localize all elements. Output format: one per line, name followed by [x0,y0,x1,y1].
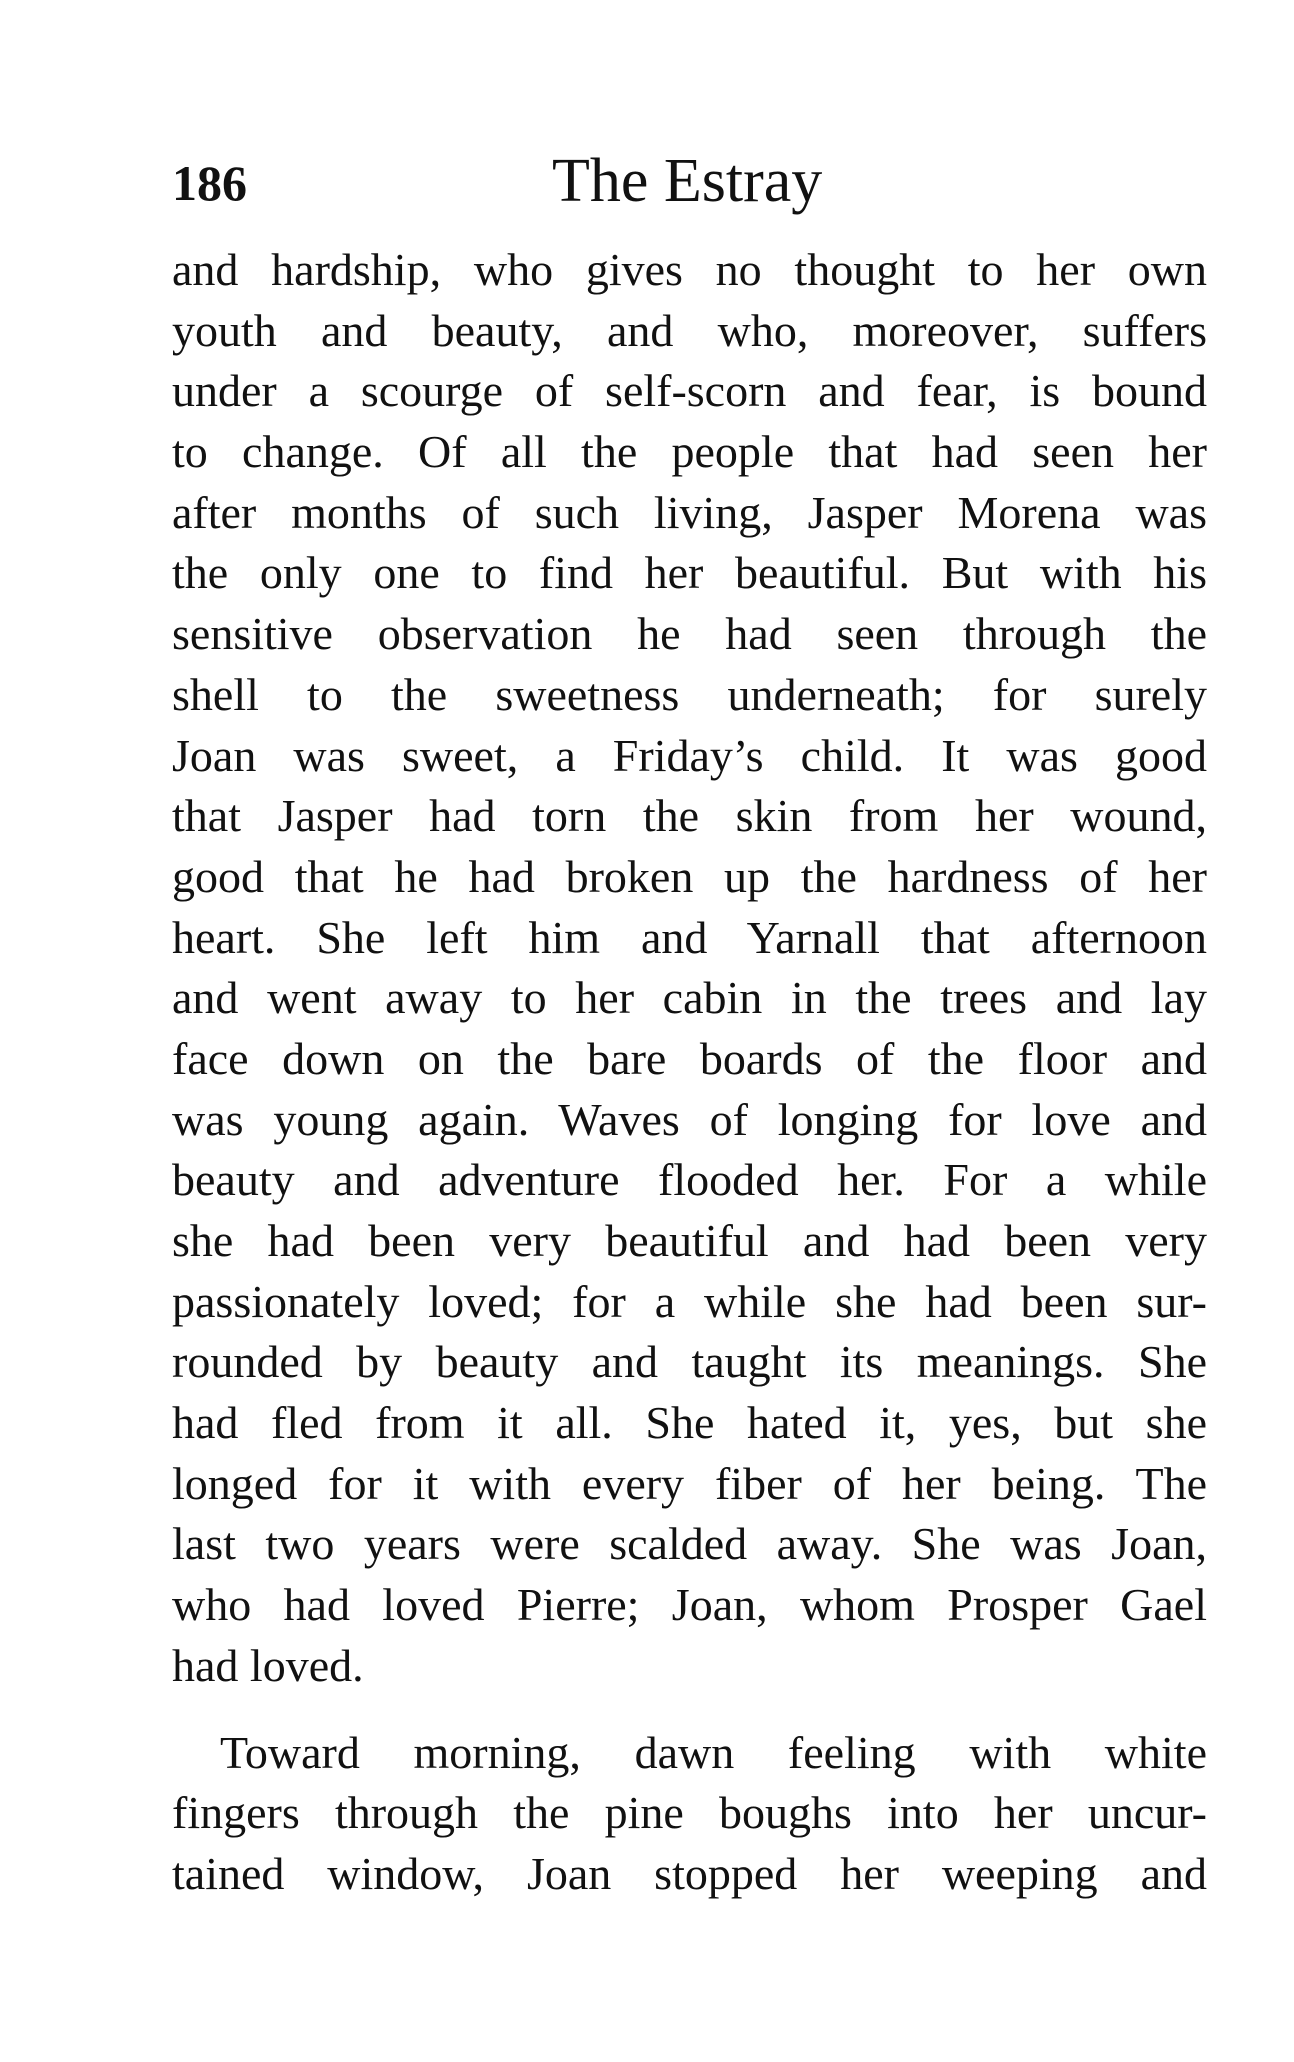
text-line: tained window, Joan stopped her weeping and [172,1847,1207,1899]
text-line: was young again. Waves of longing for love and [172,1093,1207,1145]
text-line: heart. She left him and Yarnall that afternoon [172,911,1207,963]
text-line: under a scourge of self-scorn and fear, is bound [172,365,1207,417]
text-line: passionately loved; for a while she had been sur- [172,1275,1207,1327]
text-line: to change. Of all the people that had seen her [172,426,1207,478]
page-header [172,147,1207,230]
text-line: fingers through the pine boughs into her uncur- [172,1787,1207,1839]
paragraph-gap [172,1697,1207,1723]
text-line: the only one to find her beautiful. But with his [172,547,1207,599]
text-line: youth and beauty, and who, moreover, suffers [172,304,1207,356]
text-line: that Jasper had torn the skin from her wound, [172,790,1207,842]
text-line: Joan was sweet, a Friday’s child. It was good [172,729,1207,781]
text-line: after months of such living, Jasper Morena was [172,486,1207,538]
text-line: shell to the sweetness underneath; for surely [172,668,1207,720]
text-line: last two years were scalded away. She was Joan, [172,1518,1207,1570]
text-line: who had loved Pierre; Joan, whom Prosper Gael [172,1579,1207,1631]
page-number: 186 [172,155,247,211]
text-line: had loved. [172,1639,364,1691]
body-text [172,240,1207,1905]
text-line: longed for it with every fiber of her being. The [172,1457,1207,1509]
text-line: good that he had broken up the hardness of her [172,850,1207,902]
paragraph-1 [172,240,1207,1697]
text-line: sensitive observation he had seen through the [172,608,1207,660]
text-line: and hardship, who gives no thought to her own [172,244,1207,295]
text-line: Toward morning, dawn feeling with white [220,1726,1207,1778]
text-line: had fled from it all. She hated it, yes, but she [172,1397,1207,1449]
text-line: she had been very beautiful and had been very [172,1215,1207,1266]
text-line: face down on the bare boards of the floor and [172,1032,1207,1084]
text-line: beauty and adventure flooded her. For a while [172,1154,1207,1206]
text-line: rounded by beauty and taught its meanings. She [172,1336,1207,1388]
text-line: and went away to her cabin in the trees and lay [172,972,1207,1024]
running-title: The Estray [552,147,823,215]
paragraph-2 [172,1723,1207,1905]
